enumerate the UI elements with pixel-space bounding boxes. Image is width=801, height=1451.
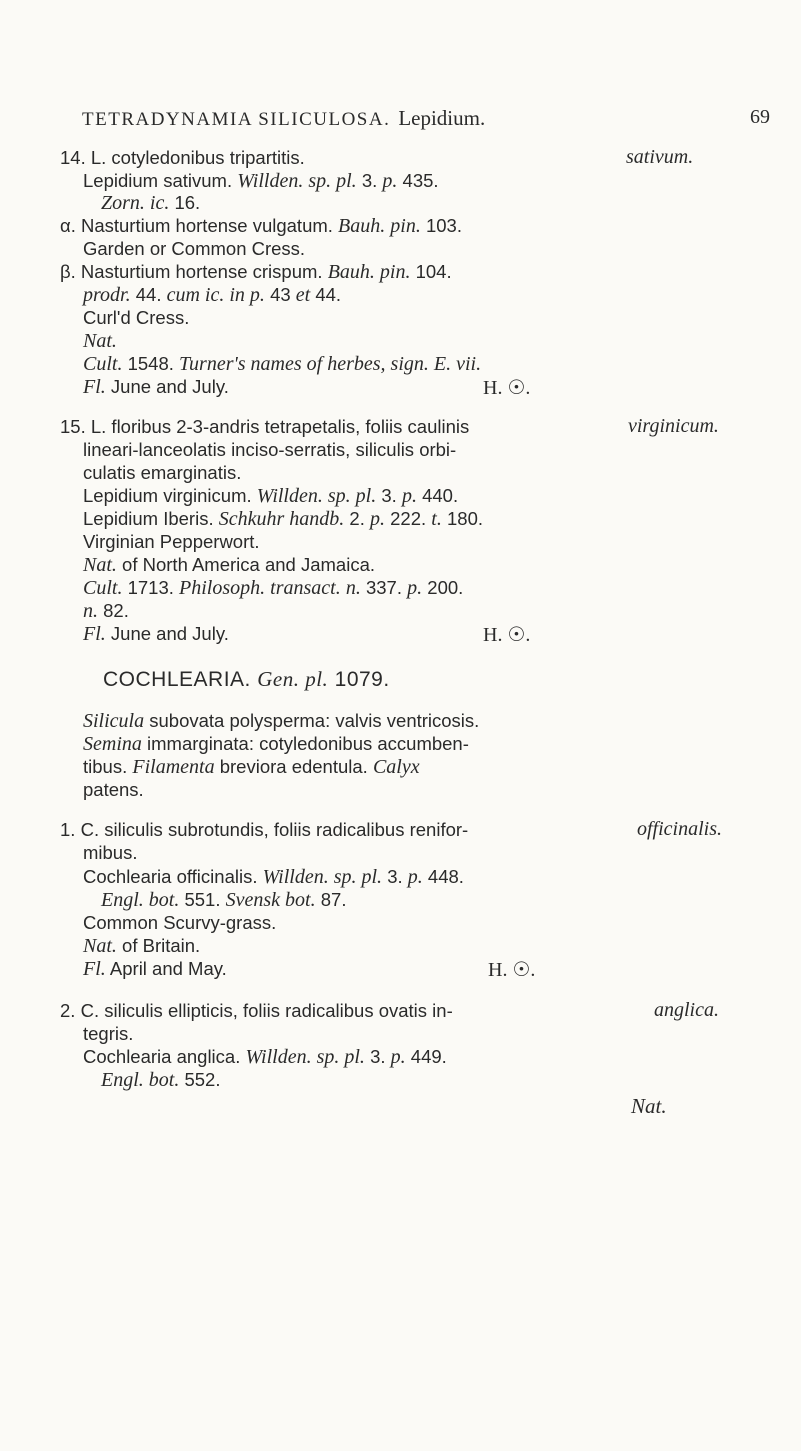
genus-ref-number: 1079. [334, 668, 390, 691]
nat-text: of Britain. [122, 935, 201, 956]
nat-text: of North America and Jamaica. [122, 554, 375, 575]
variety-name: Nasturtium hortense crispum. [80, 261, 323, 282]
entry-15-synonym-1 [83, 485, 458, 507]
prodr-note: cum ic. in p. [166, 284, 265, 306]
plate-abbr: t. [431, 508, 442, 530]
diagnosis-text: L. floribus 2-3-andris tetrapetalis, foliis caulinis [90, 416, 470, 437]
page-abbr: p. [390, 1046, 406, 1068]
page-abbr: p. [370, 508, 385, 530]
cochlearia-2-epithet: anglica. [654, 999, 719, 1021]
variety-mark: β. [60, 261, 76, 282]
page-number: 69 [750, 106, 770, 128]
page-abbr: p. [382, 170, 398, 192]
page-abbr: p. [401, 485, 417, 507]
entry-15-epithet: virginicum. [628, 415, 719, 437]
cult-year: 1548. [127, 353, 174, 374]
synonym-name: Cochlearia officinalis. [83, 866, 258, 887]
nat-label: Nat. [83, 935, 117, 957]
page-value: 448. [427, 866, 464, 887]
running-head-text: TETRADYNAMIA SILICULOSA. [82, 109, 391, 130]
page-abbr: p. [407, 577, 423, 599]
cult-ref: Turner's names of herbes, sign. E. vii. [179, 353, 482, 375]
page-value: 435. [402, 170, 439, 191]
genus-filamenta [83, 756, 420, 778]
plate-value: 87. [320, 889, 347, 910]
entry-15-flowering [83, 623, 229, 645]
variety-ref: Bauh. pin. [338, 215, 421, 237]
cochlearia-2-synonym-2 [101, 1069, 221, 1091]
number-value: 337. [365, 577, 402, 598]
genus-heading [103, 667, 390, 692]
cochlearia-2-diagnosis-2: tegris. [83, 1023, 134, 1044]
entry-15-common-name: Virginian Pepperwort. [83, 531, 260, 552]
entry-15-synonym-2 [83, 508, 483, 530]
page-header [82, 106, 770, 134]
fl-label: Fl. [83, 376, 106, 398]
synonym-name: Lepidium sativum. [83, 170, 233, 191]
prodr-page-b: 44. [315, 284, 342, 305]
volume: 3. [387, 866, 403, 887]
character-label: Silicula [83, 710, 145, 732]
cochlearia-1-diagnosis-2: mibus. [83, 842, 138, 863]
page-abbr: p. [407, 866, 423, 888]
variety-beta [60, 261, 452, 283]
diagnosis-text: L. cotyledonibus tripartitis. [90, 147, 305, 168]
entry-14-cult [83, 353, 481, 375]
volume: 3. [361, 170, 378, 191]
cochlearia-1-diagnosis-1 [60, 819, 468, 841]
entry-15-cult-cont [83, 600, 129, 622]
cult-ref: Philosoph. transact. [179, 577, 341, 599]
character-text: breviora edentula. [219, 756, 368, 777]
synonym-ref: Zorn. ic. [101, 192, 170, 214]
prodr-ref: prodr. [83, 284, 131, 306]
prodr-page: 44. [135, 284, 162, 305]
diagnosis-text: C. siliculis ellipticis, foliis radicalibus ovatis in- [80, 1000, 453, 1021]
character-text: immarginata: cotyledonibus accumben- [147, 733, 469, 754]
entry-15-diagnosis-2: lineari-lanceolatis inciso-serratis, siliculis orbi- [83, 439, 457, 460]
synonym-ref: Engl. bot. [101, 1069, 180, 1091]
continuation-text: tibus. [83, 756, 128, 777]
genus-silicula [83, 710, 479, 732]
fl-text: April and May. [109, 958, 227, 979]
running-head-genus: Lepidium. [398, 106, 486, 130]
fl-label: Fl. [83, 623, 106, 645]
entry-15-cult [83, 577, 463, 599]
diagnosis-text: C. siliculis subrotundis, foliis radicalibus renifor- [80, 819, 469, 840]
variety-alpha [60, 215, 462, 237]
page-value: 200. [427, 577, 464, 598]
page-value: 449. [410, 1046, 447, 1067]
variety-ref: Bauh. pin. [327, 261, 411, 283]
genus-calyx: patens. [83, 779, 144, 800]
entry-number: 15. [60, 416, 86, 437]
entry-14-habit: H. ☉. [483, 377, 531, 399]
synonym-name: Lepidium virginicum. [83, 485, 252, 506]
running-head [82, 106, 485, 131]
number-abbr: n. [345, 577, 361, 599]
variety-name: Nasturtium hortense vulgatum. [80, 215, 333, 236]
genus-name: COCHLEARIA. [103, 668, 251, 691]
synonym-name: Cochlearia anglica. [83, 1046, 241, 1067]
cochlearia-2-synonym-1 [83, 1046, 447, 1068]
prodr-page-a: 43 [270, 284, 291, 305]
entry-14-diagnosis [60, 147, 305, 169]
cochlearia-1-synonym-2 [101, 889, 346, 911]
variety-mark: α. [60, 215, 76, 236]
fl-text: June and July. [110, 376, 229, 397]
cochlearia-1-synonym-1 [83, 866, 464, 888]
entry-15-habit: H. ☉. [483, 624, 531, 646]
character-label: Semina [83, 733, 142, 755]
cult-label: Cult. [83, 577, 123, 599]
character-label: Filamenta [132, 756, 215, 778]
synonym-ref: Willden. sp. pl. [245, 1046, 365, 1068]
variety-alpha-common: Garden or Common Cress. [83, 238, 306, 259]
genus-ref: Gen. pl. [257, 667, 329, 691]
number-value: 82. [103, 600, 129, 621]
fl-label: Fl. [83, 958, 106, 980]
plate-value: 16. [174, 192, 201, 213]
cochlearia-1-epithet: officinalis. [637, 818, 722, 840]
genus-semina [83, 733, 469, 755]
volume: 3. [370, 1046, 386, 1067]
cochlearia-1-habit: H. ☉. [488, 959, 536, 981]
entry-number: 1. [60, 819, 76, 840]
number-abbr: n. [83, 600, 98, 622]
character-text: subovata polysperma: valvis ventricosis. [149, 710, 480, 731]
entry-number: 2. [60, 1000, 76, 1021]
cochlearia-1-flowering [83, 958, 227, 980]
plate-value: 552. [184, 1069, 221, 1090]
entry-14-epithet: sativum. [626, 146, 694, 168]
plate-value: 180. [447, 508, 484, 529]
variety-beta-prodr [83, 284, 341, 306]
page-value: 440. [422, 485, 459, 506]
entry-15-diagnosis-3: culatis emarginatis. [83, 462, 242, 483]
entry-15-diagnosis-1 [60, 416, 469, 438]
cult-label: Cult. [83, 353, 123, 375]
page-value: 222. [390, 508, 427, 529]
synonym-ref: Svensk bot. [225, 889, 316, 911]
plate-value: 551. [184, 889, 221, 910]
cochlearia-1-nat [83, 935, 200, 957]
synonym-ref: Engl. bot. [101, 889, 180, 911]
variety-page: 103. [425, 215, 462, 236]
nat-label: Nat. [83, 554, 117, 576]
cochlearia-2-diagnosis-1 [60, 1000, 453, 1022]
entry-number: 14. [60, 147, 86, 168]
prodr-et: et [295, 284, 311, 306]
variety-beta-common: Curl'd Cress. [83, 307, 190, 328]
entry-14-synonym-2 [101, 192, 200, 214]
synonym-ref: Willden. sp. pl. [262, 866, 383, 888]
synonym-ref: Willden. sp. pl. [256, 485, 377, 507]
entry-15-nat [83, 554, 375, 576]
synonym-name: Lepidium Iberis. [83, 508, 214, 529]
synonym-ref: Willden. sp. pl. [237, 170, 357, 192]
volume: 3. [381, 485, 397, 506]
synonym-ref: Schkuhr handb. [218, 508, 345, 530]
character-label: Calyx [372, 756, 420, 778]
nat-label: Nat. [83, 330, 117, 352]
entry-14-nat [83, 330, 117, 352]
entry-14-synonym-1 [83, 170, 439, 192]
volume: 2. [349, 508, 365, 529]
fl-text: June and July. [110, 623, 229, 644]
variety-page: 104. [415, 261, 452, 282]
entry-14-flowering [83, 376, 229, 398]
catchword: Nat. [631, 1094, 667, 1118]
cult-year: 1713. [127, 577, 174, 598]
cochlearia-1-common-name: Common Scurvy-grass. [83, 912, 277, 933]
